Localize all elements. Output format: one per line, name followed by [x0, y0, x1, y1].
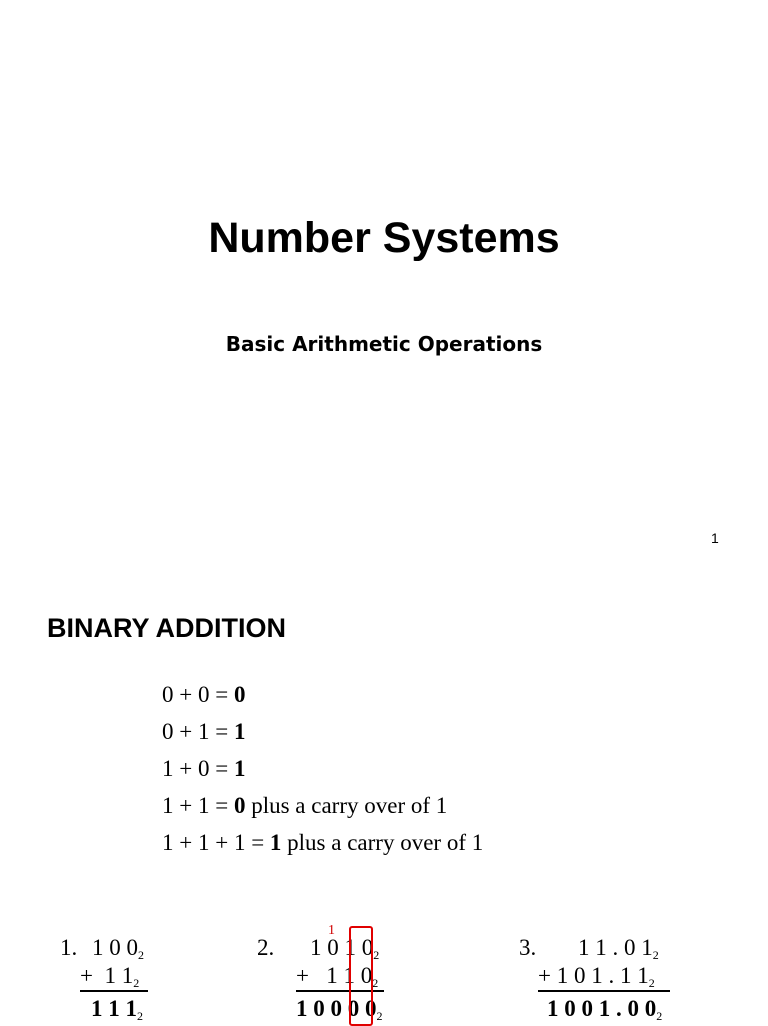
carry-digit: 1 — [328, 923, 335, 938]
rule-lhs: 0 + 1 = — [162, 719, 234, 744]
base-subscript: 2 — [137, 1009, 143, 1023]
rule-result: 1 — [233, 719, 246, 744]
rule-item — [162, 824, 483, 861]
page-number: 1 — [711, 530, 719, 546]
base-subscript: 2 — [656, 1009, 663, 1023]
base-subscript: 2 — [652, 948, 659, 962]
addend-a — [578, 935, 659, 961]
rule-item — [162, 787, 483, 824]
addend-b-digits: + 1 1 — [80, 963, 134, 988]
base-subscript: 2 — [138, 948, 144, 962]
sum-digits: 1 1 1 — [91, 996, 137, 1021]
rule-result: 0 — [233, 682, 246, 707]
addend-a-digits: 1 1 . 0 1 — [578, 935, 653, 960]
addend-a-digits: 1 0 0 — [92, 935, 138, 960]
sum-result — [91, 996, 143, 1022]
section-heading: BINARY ADDITION — [47, 613, 287, 643]
base-subscript: 2 — [133, 976, 140, 990]
rule-lhs: 1 + 1 = — [162, 793, 234, 818]
sum-digits: 1 0 0 1 . 0 0 — [547, 996, 657, 1021]
rule-lhs: 1 + 1 + 1 = — [162, 830, 270, 855]
addend-b — [538, 963, 655, 989]
addend-b — [80, 963, 139, 989]
sum-divider-line — [80, 990, 148, 992]
addition-rules-list — [162, 676, 483, 861]
addend-b-digits: + 1 0 1 . 1 1 — [538, 963, 649, 988]
rule-lhs: 1 + 0 = — [162, 756, 234, 781]
slide-title: Number Systems — [208, 214, 560, 262]
rule-result: 1 — [269, 830, 282, 855]
addend-a-digits: 1 0 1 0 — [310, 935, 374, 960]
rule-item — [162, 676, 483, 713]
base-subscript: 2 — [372, 976, 379, 990]
base-subscript: 2 — [648, 976, 655, 990]
rule-result: 0 — [233, 793, 246, 818]
example-number: 2. — [257, 935, 275, 960]
rule-item — [162, 750, 483, 787]
highlight-column-box — [349, 926, 373, 1026]
example-number: 1. — [60, 935, 78, 960]
rule-note: plus a carry over of 1 — [245, 793, 448, 818]
sum-divider-line — [538, 990, 670, 992]
rule-item — [162, 713, 483, 750]
base-subscript: 2 — [376, 1009, 383, 1023]
rule-note: plus a carry over of 1 — [281, 830, 484, 855]
addend-a — [92, 935, 144, 961]
rule-result: 1 — [233, 756, 246, 781]
base-subscript: 2 — [373, 948, 380, 962]
addend-b-digits: + 1 1 0 — [296, 963, 373, 988]
slide-subtitle: Basic Arithmetic Operations — [225, 332, 543, 356]
sum-result — [547, 996, 662, 1022]
sum-digits: 1 0 0 0 0 — [296, 996, 377, 1021]
example-number: 3. — [519, 935, 537, 960]
rule-lhs: 0 + 0 = — [162, 682, 234, 707]
